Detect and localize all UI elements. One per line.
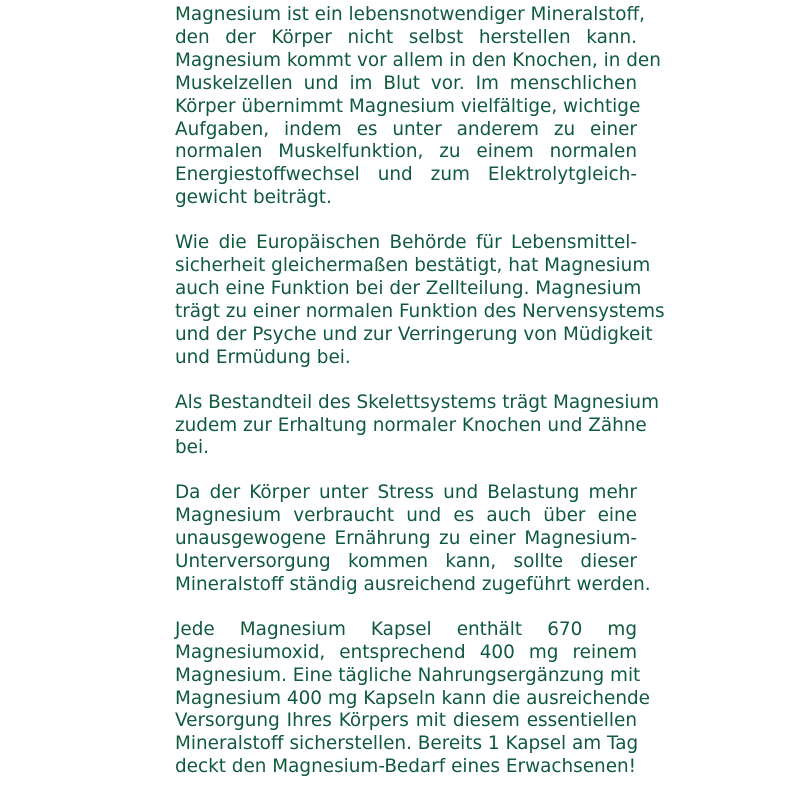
paragraph-1 [175, 4, 661, 210]
text-line: Körper übernimmt Magnesium vielfältige, wichtige [175, 95, 641, 117]
paragraph-3 [175, 391, 660, 461]
text-line: Energiestoffwechsel und zum Elektrolytgleich- [175, 164, 637, 186]
text-line: Muskelzellen und im Blut vor. Im menschlichen [175, 72, 637, 94]
product-description [175, 4, 665, 801]
text-line: trägt zu einer normalen Funktion des Nervensystems [175, 300, 665, 322]
text-line: auch eine Funktion bei der Zellteilung. Magnesium [175, 277, 642, 299]
text-line: unausgewogene Ernährung zu einer Magnesium- [175, 528, 637, 550]
text-line: Magnesium kommt vor allem in den Knochen, in den [175, 49, 661, 71]
text-line: Jede Magnesium Kapsel enthält 670 mg [175, 618, 637, 640]
text-line: Mineralstoff ständig ausreichend zugeführt werden. [175, 573, 651, 595]
text-line: Magnesium. Eine tägliche Nahrungsergänzung mit [175, 664, 641, 686]
text-line: Magnesiumoxid, entsprechend 400 mg reinem [175, 641, 637, 663]
text-line: den der Körper nicht selbst herstellen kann. [175, 26, 637, 48]
text-line: gewicht beiträgt. [175, 187, 332, 209]
text-line: Magnesium 400 mg Kapseln kann die ausreichende [175, 687, 650, 709]
text-line: Wie die Europäischen Behörde für Lebensmittel- [175, 232, 637, 254]
text-line: Magnesium verbraucht und es auch über eine [175, 505, 637, 527]
text-line: und Ermüdung bei. [175, 346, 351, 368]
text-line: sicherheit gleichermaßen bestätigt, hat Magnesium [175, 255, 651, 277]
text-line: Mineralstoff sicherstellen. Bereits 1 Kapsel am Tag [175, 733, 639, 755]
text-line: normalen Muskelfunktion, zu einem normalen [175, 141, 637, 163]
text-line: Aufgaben, indem es unter anderem zu einer [175, 118, 637, 140]
text-line: Versorgung Ihres Körpers mit diesem essentiellen [175, 710, 637, 732]
paragraph-5 [175, 618, 650, 779]
text-line: Da der Körper unter Stress und Belastung mehr [175, 482, 637, 504]
text-line: bei. [175, 437, 209, 459]
text-line: und der Psyche und zur Verringerung von Müdigkeit [175, 323, 653, 345]
text-line: Als Bestandteil des Skelettsystems trägt Magnesium [175, 391, 660, 413]
paragraph-4 [175, 482, 651, 597]
paragraph-2 [175, 232, 665, 369]
text-line: deckt den Magnesium-Bedarf eines Erwachsenen! [175, 756, 637, 778]
text-line: Magnesium ist ein lebensnotwendiger Mineralstoff, [175, 4, 645, 25]
text-line: Unterversorgung kommen kann, sollte dieser [175, 551, 637, 573]
text-line: zudem zur Erhaltung normaler Knochen und Zähne [175, 414, 647, 436]
